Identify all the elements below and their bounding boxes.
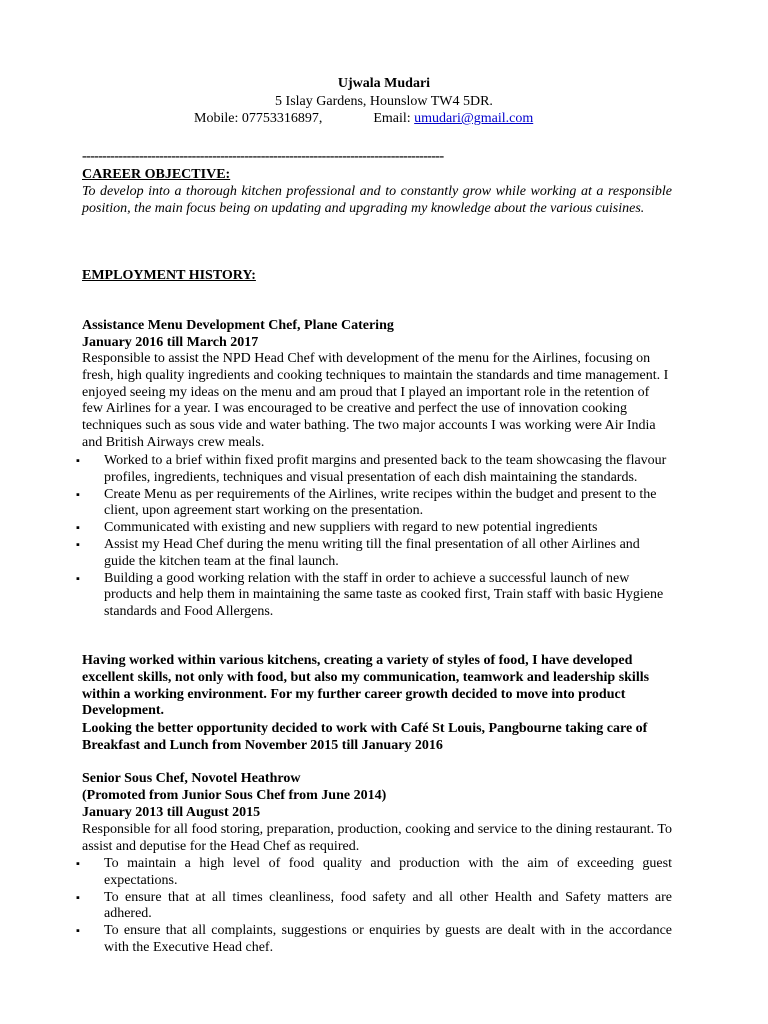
list-item [76,537,672,571]
list-item-text: Worked to a brief within fixed profit margins and presented back to the team showcasing the flavour profiles, ingredients, techniques and visual presentation of each dish maintaining the standards. [104,453,667,485]
square-bullet-icon: ▪ [76,522,80,535]
square-bullet-icon: ▪ [76,925,80,938]
job2-promotion: (Promoted from Junior Sous Chef from June 2014) [82,788,387,803]
square-bullet-icon: ▪ [76,572,80,585]
list-item [76,856,672,890]
square-bullet-icon: ▪ [76,488,80,501]
list-item-text: Building a good working relation with the staff in order to achieve a successful launch of new products and help them in maintaining the same taste as cooked first, Train staff with basic Hygiene standards and Food Allergens. [104,570,664,620]
employment-history-heading: EMPLOYMENT HISTORY: [82,268,256,283]
list-item-text: Communicated with existing and new suppliers with regard to new potential ingredients [104,520,598,536]
job1-dates: January 2016 till March 2017 [82,335,259,350]
job2-dates: January 2013 till August 2015 [82,805,261,820]
career-summary-paragraph-2: Looking the better opportunity decided to work with Café St Louis, Pangbourne taking care of Breakfast and Lunch from November 2015 till January 2016 [82,721,648,753]
email-label: Email: [373,111,411,126]
job2-description: Responsible for all food storing, preparation, production, cooking and service to the dining restaurant. To assist and deputise for the Head Chef as required. [82,822,672,854]
list-item [76,571,672,621]
email-link[interactable]: umudari@gmail.com [414,111,534,126]
list-item-text: Assist my Head Chef during the menu writing till the final presentation of all other Airlines and guide the kitchen team at the final launch. [104,536,640,569]
list-item [76,923,672,957]
job1-responsibilities-list [76,453,672,621]
list-item [76,520,672,537]
candidate-name: Ujwala Mudari [337,76,431,91]
list-item [76,890,672,924]
square-bullet-icon: ▪ [76,538,80,551]
job1-title: Assistance Menu Development Chef, Plane Catering [82,318,394,333]
career-summary-paragraph: Having worked within various kitchens, creating a variety of styles of food, I have developed excellent skills, not only with food, but also my communication, teamwork and leadership skills within a working environment. For my further career growth decided to move into product Development. [82,653,650,719]
square-bullet-icon: ▪ [76,455,80,467]
candidate-contact-line [194,111,533,128]
square-bullet-icon: ▪ [76,891,80,904]
job2-responsibilities-list [76,856,672,957]
list-item-text: To ensure that at all times cleanliness, food safety and all other Health and Safety matters are adhered. [104,889,672,922]
mobile-label: Mobile: 07753316897, [194,111,323,126]
list-item [76,453,672,487]
list-item-text: To ensure that all complaints, suggestions or enquiries by guests are dealt with in the accordance with the Executive Head chef. [104,923,672,955]
section-divider: ----------------------------------------------------------------------------------------- [82,149,444,164]
list-item-text: Create Menu as per requirements of the Airlines, write recipes within the budget and present to the client, upon agreement start working on the presentation. [104,486,657,519]
career-objective-heading: CAREER OBJECTIVE: [82,167,231,182]
career-objective-text: To develop into a thorough kitchen professional and to constantly grow while working at a responsible position, the main focus being on updating and upgrading my knowledge about the various cuisines. [82,184,672,216]
square-bullet-icon: ▪ [76,858,80,870]
list-item [76,487,672,521]
job1-description: Responsible to assist the NPD Head Chef with development of the menu for the Airlines, focusing on fresh, high quality ingredients and cooking techniques to maintain the standards and time management. I enjoyed seeing my ideas on the menu and am proud that I played an important role in the retention of few Airlines for a year. I was encouraged to be creative and perfect the use of innovation cooking techniques such as sous vide and water bathing. The two major accounts I was working were Air India and British Airways crew meals. [82,351,669,450]
list-item-text: To maintain a high level of food quality and production with the aim of exceeding guest expectations. [104,856,672,888]
candidate-address: 5 Islay Gardens, Hounslow TW4 5DR. [275,94,493,109]
job2-title: Senior Sous Chef, Novotel Heathrow [82,771,301,786]
